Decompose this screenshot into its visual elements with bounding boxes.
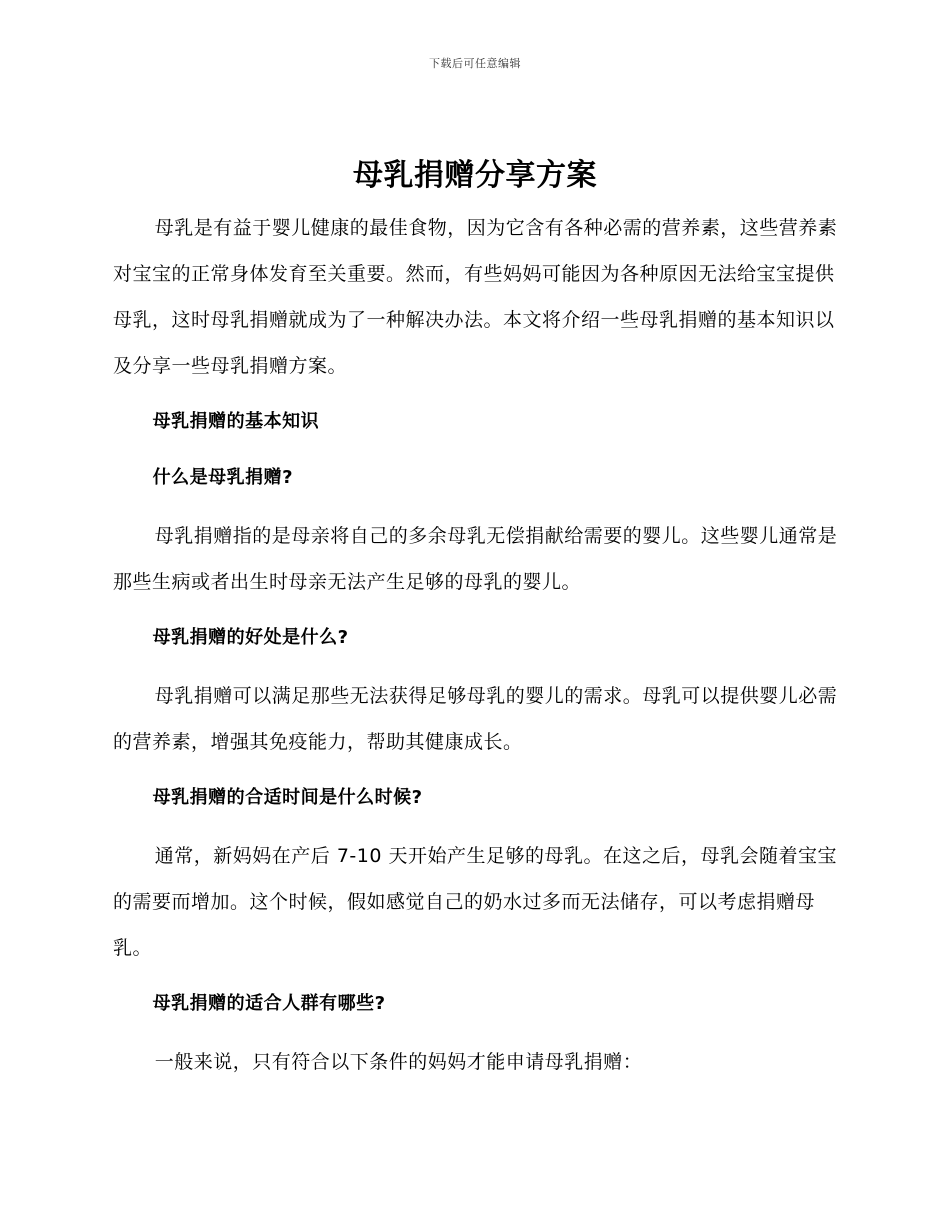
section-text-eligibility: 一般来说，只有符合以下条件的妈妈才能申请母乳捐赠： [154, 1051, 643, 1073]
document-body [113, 205, 843, 1085]
section-text-what: 母乳捐赠指的是母亲将自己的多余母乳无偿捐献给需要的婴儿。这些婴儿通常是那些生病或者出生时母亲无法产生足够的母乳的婴儿。 [113, 525, 838, 593]
section-heading-benefits: 母乳捐赠的好处是什么? [152, 627, 349, 648]
section-heading-what: 什么是母乳捐赠? [152, 467, 294, 488]
header-note: 下载后可任意编辑 [429, 57, 521, 70]
section-heading-timing: 母乳捐赠的合适时间是什么时候? [152, 787, 423, 808]
section-heading-basics: 母乳捐赠的基本知识 [152, 411, 320, 432]
section-text-timing: 通常，新妈妈在产后 7-10 天开始产生足够的母乳。在这之后，母乳会随着宝宝的需要而增加。这个时候，假如感觉自己的奶水过多而无法储存，可以考虑捐赠母乳。 [113, 845, 837, 959]
section-heading-eligibility: 母乳捐赠的适合人群有哪些? [152, 993, 386, 1014]
section-text-benefits: 母乳捐赠可以满足那些无法获得足够母乳的婴儿的需求。母乳可以提供婴儿必需的营养素，增强其免疫能力，帮助其健康成长。 [113, 685, 838, 753]
page-title: 母乳捐赠分享方案 [353, 158, 597, 193]
intro-paragraph: 母乳是有益于婴儿健康的最佳食物，因为它含有各种必需的营养素，这些营养素对宝宝的正常身体发育至关重要。然而，有些妈妈可能因为各种原因无法给宝宝提供母乳，这时母乳捐赠就成为了一种解决办法。本文将介绍一些母乳捐赠的基本知识以及分享一些母乳捐赠方案。 [113, 217, 838, 377]
